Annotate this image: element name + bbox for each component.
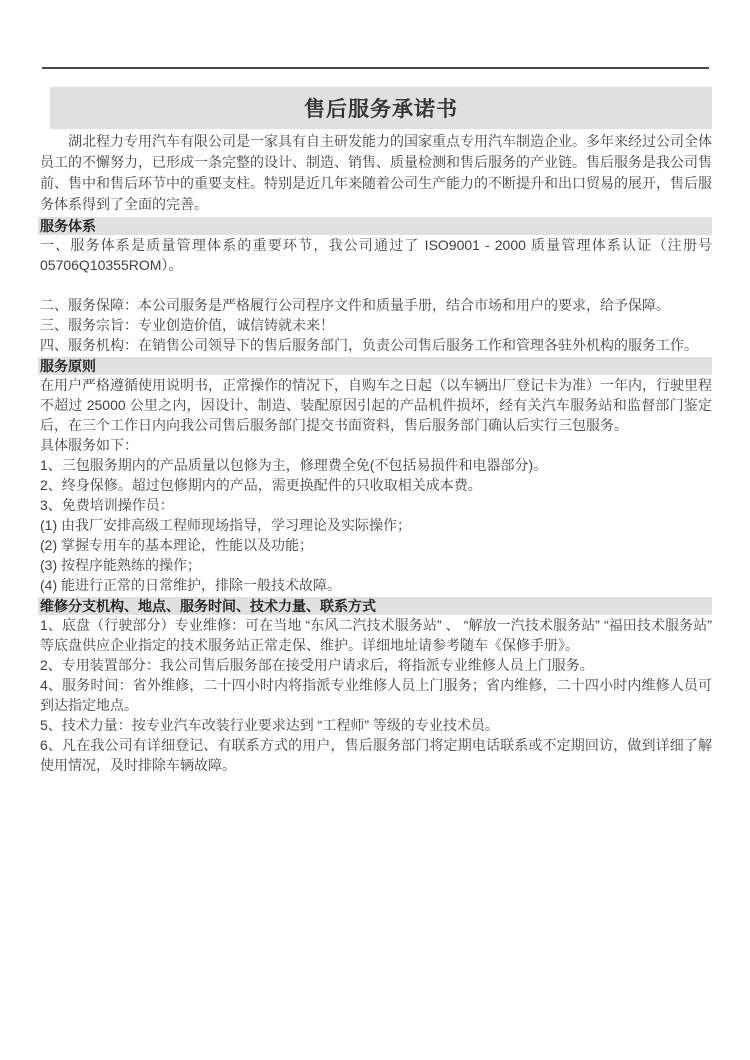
paragraph: 3、免费培训操作员： bbox=[40, 497, 174, 513]
paragraph: 1、三包服务期内的产品质量以包修为主，修理费全免(不包括易损件和电器部分)。 bbox=[40, 457, 548, 473]
paragraph: 一、服务体系是质量管理体系的重要环节，我公司通过了 ISO9001 - 2000 质量管理体系认证（注册号 05706Q10355ROM）。 bbox=[40, 237, 712, 273]
section-heading: 服务体系 bbox=[38, 217, 712, 235]
section-heading: 维修分支机构、地点、服务时间、技术力量、联系方式 bbox=[38, 597, 712, 615]
paragraph: 三、服务宗旨：专业创造价值，诚信铸就未来！ bbox=[40, 317, 334, 333]
document-body bbox=[40, 131, 712, 775]
paragraph: (3) 按程序能熟练的操作； bbox=[40, 557, 201, 573]
paragraph: 6、凡在我公司有详细登记、有联系方式的用户，售后服务部门将定期电话联系或不定期回访，做到详细了解使用情况，及时排除车辆故障。 bbox=[40, 737, 712, 773]
blank-line bbox=[40, 275, 712, 295]
paragraph: 二、服务保障：本公司服务是严格履行公司程序文件和质量手册，结合市场和用户的要求，给予保障。 bbox=[40, 297, 670, 313]
paragraph: 2、终身保修。超过包修期内的产品，需更换配件的只收取相关成本费。 bbox=[40, 477, 482, 493]
paragraph: (1) 由我厂安排高级工程师现场指导，学习理论及实际操作； bbox=[40, 517, 411, 533]
paragraph: 2、专用装置部分：我公司售后服务部在接受用户请求后，将指派专业维修人员上门服务。 bbox=[40, 657, 594, 673]
paragraph: 四、服务机构：在销售公司领导下的售后服务部门，负责公司售后服务工作和管理各驻外机构的服务工作。 bbox=[40, 337, 698, 353]
paragraph: 5、技术力量：按专业汽车改装行业要求达到 “工程师” 等级的专业技术员。 bbox=[40, 717, 499, 733]
document-title: 售后服务承诺书 bbox=[304, 98, 458, 121]
paragraph: 在用户严格遵循使用说明书，正常操作的情况下，自购车之日起（以车辆出厂登记卡为准）一年内，行驶里程不超过 25000 公里之内，因设计、制造、装配原因引起的产品机件损坏，经有关汽车服务站和监督部门鉴定后，在三个工作日内向我公司售后服务部门提交书面资料，售后服务部门确认后实行三包服务。 bbox=[40, 377, 712, 433]
paragraph: 1、底盘（行驶部分）专业维修：可在当地 “东风二汽技术服务站” 、 “解放一汽技术服务站” “福田技术服务站” 等底盘供应企业指定的技术服务站正常走保、维护。详细地址请参考随车《保修手册》。 bbox=[40, 617, 712, 653]
paragraph: (4) 能进行正常的日常维护，排除一般技术故障。 bbox=[40, 577, 341, 593]
paragraph: (2) 掌握专用车的基本理论，性能以及功能； bbox=[40, 537, 313, 553]
top-rule-divider bbox=[42, 67, 709, 69]
title-banner bbox=[50, 87, 712, 129]
paragraph: 4、服务时间：省外维修，二十四小时内将指派专业维修人员上门服务；省内维修，二十四小时内维修人员可到达指定地点。 bbox=[40, 677, 712, 713]
paragraph: 具体服务如下： bbox=[40, 437, 138, 453]
sections-container bbox=[40, 217, 712, 775]
section-heading: 服务原则 bbox=[38, 357, 712, 375]
intro-paragraph: 湖北程力专用汽车有限公司是一家具有自主研发能力的国家重点专用汽车制造企业。多年来经过公司全体员工的不懈努力，已形成一条完整的设计、制造、销售、质量检测和售后服务的产业链。售后服务是我公司售前、售中和售后环节中的重要支柱。特别是近几年来随着公司生产能力的不断提升和出口贸易的展开，售后服务体系得到了全面的完善。 bbox=[40, 133, 712, 212]
